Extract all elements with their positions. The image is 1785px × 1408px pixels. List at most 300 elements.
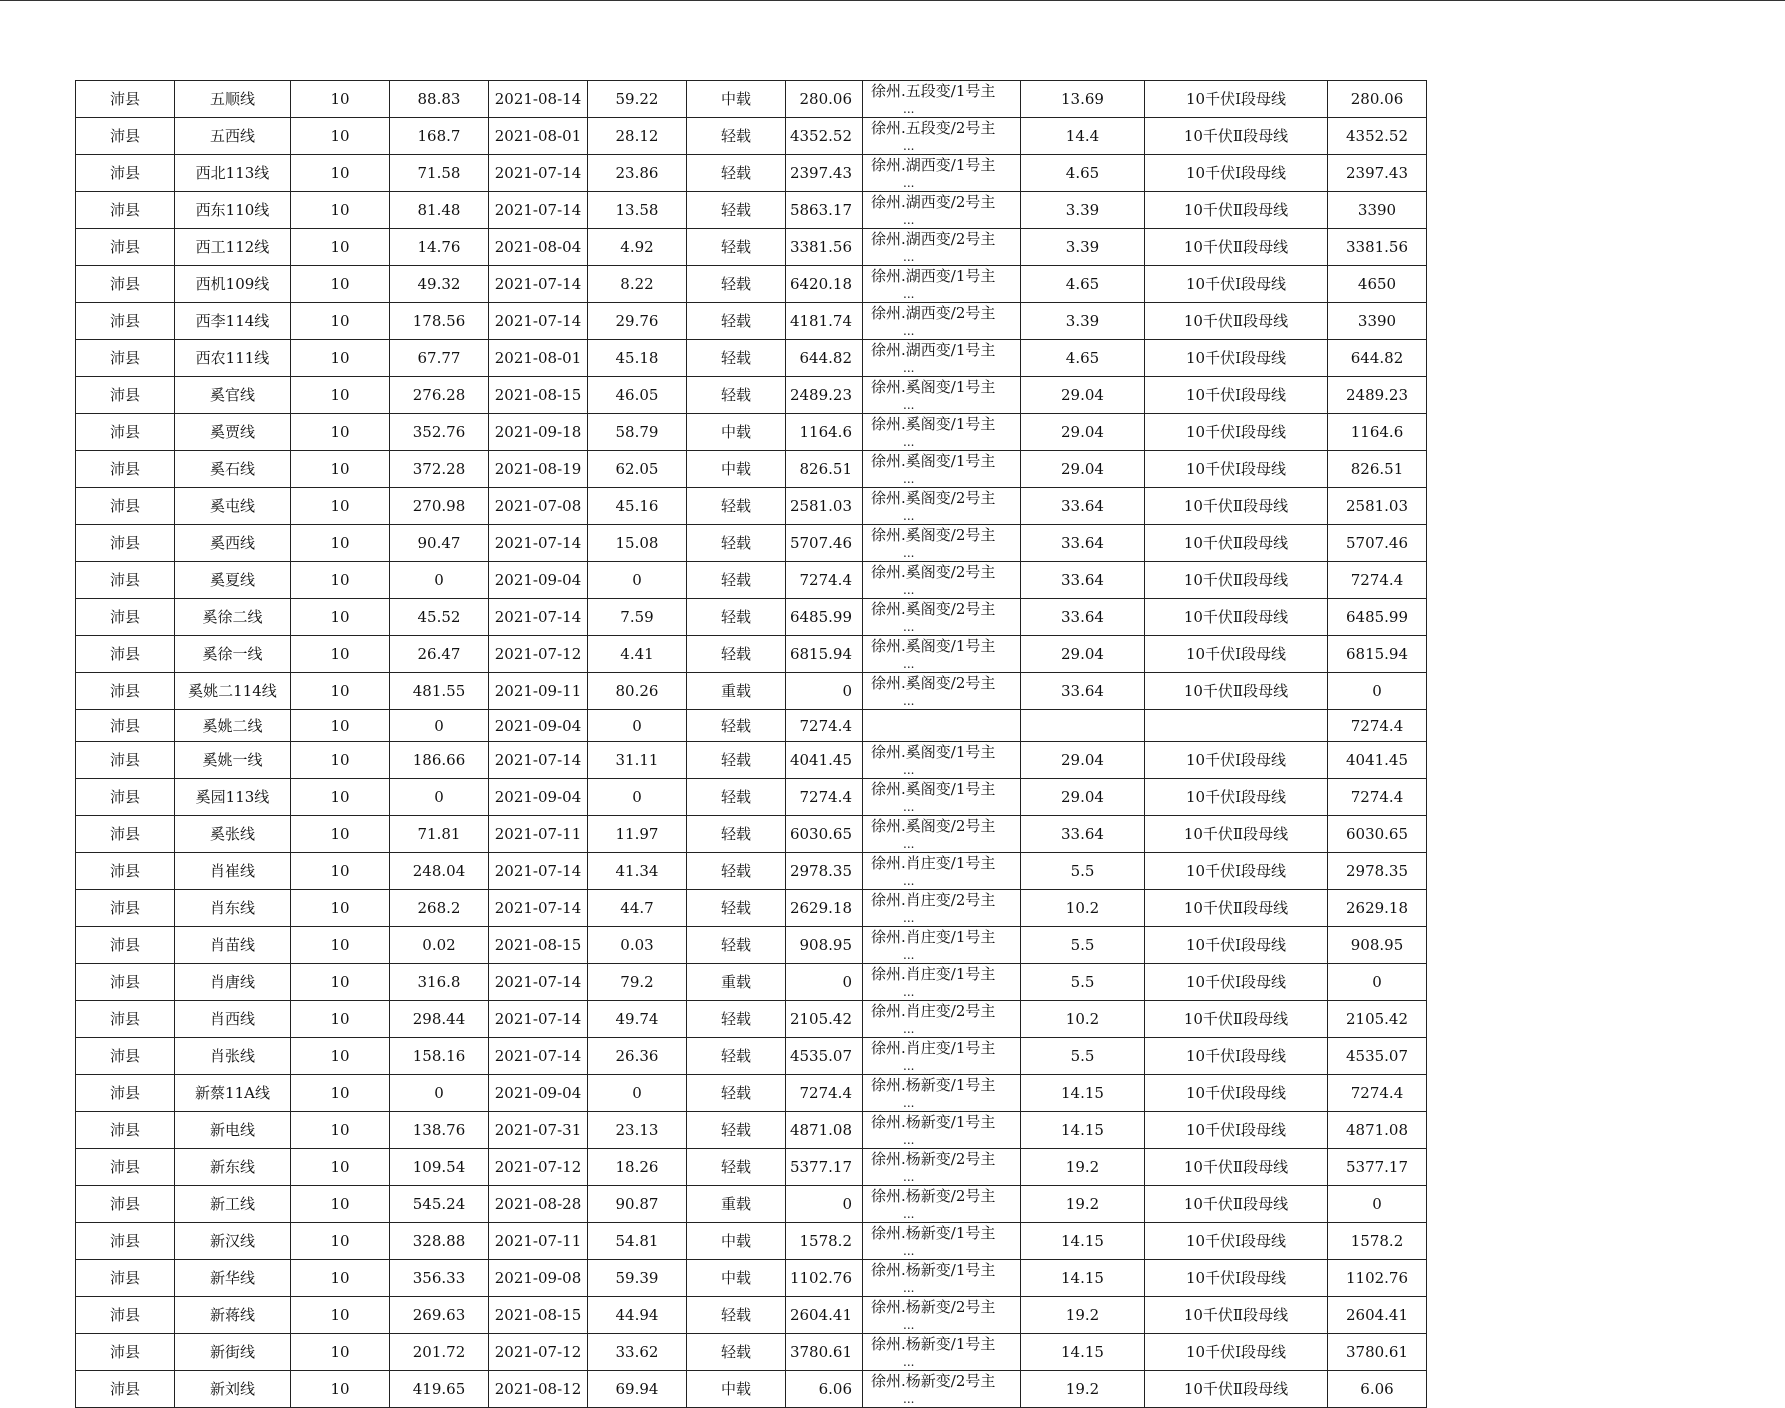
cell-county: 沛县	[76, 1371, 175, 1408]
truncation-marker: ...	[903, 287, 915, 301]
cell-date: 2021-09-18	[489, 414, 588, 451]
cell-text: 徐州.肖庄变/2号主	[871, 891, 996, 910]
cell-text: 徐州.奚阁变/1号主	[871, 452, 996, 470]
cell-line-name: 奚夏线	[175, 562, 291, 599]
cell-bus-section: 10千伏Ⅱ段母线	[1145, 890, 1328, 927]
cell-line-name: 奚石线	[175, 451, 291, 488]
cell-line-name: 奚徐一线	[175, 636, 291, 673]
cell-current-a: 316.8	[390, 964, 489, 1001]
cell-substation-transformer	[863, 1223, 1021, 1260]
cell-available-capacity: 4352.52	[786, 118, 863, 155]
cell-line-name: 肖张线	[175, 1038, 291, 1075]
cell-voltage-kv: 10	[291, 1334, 390, 1371]
cell-load-status: 轻载	[687, 303, 786, 340]
cell-text: 徐州.奚阁变/1号主	[871, 415, 996, 433]
cell-text: 徐州.杨新变/1号主	[871, 1261, 996, 1280]
truncation-marker: ...	[903, 472, 915, 486]
cell-transformer-load-rate: 4.65	[1021, 155, 1145, 192]
cell-county: 沛县	[76, 1223, 175, 1260]
table-row	[76, 599, 1427, 636]
cell-available-capacity-final: 6815.94	[1328, 636, 1427, 673]
cell-load-rate: 11.97	[588, 816, 687, 853]
truncation-marker: ...	[903, 694, 915, 708]
cell-line-name: 新电线	[175, 1112, 291, 1149]
cell-bus-section: 10千伏Ⅱ段母线	[1145, 1297, 1328, 1334]
cell-substation-transformer	[863, 1371, 1021, 1408]
cell-load-status: 轻载	[687, 1075, 786, 1112]
cell-available-capacity-final: 7274.4	[1328, 710, 1427, 742]
truncation-marker: ...	[903, 657, 915, 671]
cell-voltage-kv: 10	[291, 377, 390, 414]
cell-substation-transformer	[863, 1149, 1021, 1186]
cell-voltage-kv: 10	[291, 1112, 390, 1149]
cell-line-name: 奚姚一线	[175, 742, 291, 779]
cell-text: 徐州.杨新变/2号主	[871, 1150, 996, 1169]
cell-voltage-kv: 10	[291, 118, 390, 155]
cell-available-capacity: 644.82	[786, 340, 863, 377]
cell-load-rate: 28.12	[588, 118, 687, 155]
cell-county: 沛县	[76, 303, 175, 340]
cell-line-name: 西东110线	[175, 192, 291, 229]
truncation-marker: ...	[903, 213, 915, 227]
cell-bus-section: 10千伏Ⅱ段母线	[1145, 816, 1328, 853]
cell-transformer-load-rate: 5.5	[1021, 853, 1145, 890]
cell-line-name: 奚贾线	[175, 414, 291, 451]
truncation-marker: ...	[903, 911, 915, 926]
truncation-marker: ...	[903, 1392, 915, 1407]
cell-transformer-load-rate: 14.15	[1021, 1075, 1145, 1112]
truncation-marker: ...	[903, 1096, 915, 1111]
cell-available-capacity: 2397.43	[786, 155, 863, 192]
table-row	[76, 636, 1427, 673]
cell-text: 徐州.杨新变/1号主	[871, 1335, 996, 1354]
cell-date: 2021-09-04	[489, 562, 588, 599]
cell-line-name: 奚官线	[175, 377, 291, 414]
table-row	[76, 890, 1427, 927]
cell-substation-transformer	[863, 673, 1021, 710]
cell-county: 沛县	[76, 927, 175, 964]
cell-line-name: 奚徐二线	[175, 599, 291, 636]
cell-available-capacity-final: 6.06	[1328, 1371, 1427, 1408]
cell-line-name: 奚西线	[175, 525, 291, 562]
cell-transformer-load-rate: 29.04	[1021, 779, 1145, 816]
cell-substation-transformer	[863, 816, 1021, 853]
cell-load-rate: 31.11	[588, 742, 687, 779]
cell-transformer-load-rate: 29.04	[1021, 377, 1145, 414]
cell-available-capacity-final: 4352.52	[1328, 118, 1427, 155]
table-row	[76, 525, 1427, 562]
cell-county: 沛县	[76, 964, 175, 1001]
cell-transformer-load-rate: 33.64	[1021, 488, 1145, 525]
cell-substation-transformer	[863, 927, 1021, 964]
cell-county: 沛县	[76, 1149, 175, 1186]
cell-bus-section: 10千伏Ⅰ段母线	[1145, 1260, 1328, 1297]
cell-date: 2021-07-11	[489, 816, 588, 853]
table-row	[76, 340, 1427, 377]
table-row	[76, 155, 1427, 192]
cell-load-rate: 49.74	[588, 1001, 687, 1038]
cell-county: 沛县	[76, 81, 175, 118]
cell-transformer-load-rate: 10.2	[1021, 1001, 1145, 1038]
cell-date: 2021-09-08	[489, 1260, 588, 1297]
table-row	[76, 1186, 1427, 1223]
cell-load-rate: 59.39	[588, 1260, 687, 1297]
cell-substation-transformer	[863, 192, 1021, 229]
cell-transformer-load-rate: 3.39	[1021, 303, 1145, 340]
cell-current-a: 71.58	[390, 155, 489, 192]
cell-substation-transformer	[863, 525, 1021, 562]
table-row	[76, 1223, 1427, 1260]
cell-transformer-load-rate: 19.2	[1021, 1371, 1145, 1408]
cell-county: 沛县	[76, 377, 175, 414]
cell-transformer-load-rate: 29.04	[1021, 742, 1145, 779]
cell-available-capacity-final: 0	[1328, 964, 1427, 1001]
cell-current-a: 481.55	[390, 673, 489, 710]
cell-voltage-kv: 10	[291, 303, 390, 340]
cell-voltage-kv: 10	[291, 562, 390, 599]
cell-date: 2021-08-15	[489, 1297, 588, 1334]
cell-date: 2021-07-11	[489, 1223, 588, 1260]
table-row	[76, 964, 1427, 1001]
cell-transformer-load-rate: 29.04	[1021, 451, 1145, 488]
cell-voltage-kv: 10	[291, 1001, 390, 1038]
cell-current-a: 0	[390, 562, 489, 599]
cell-load-status: 轻载	[687, 340, 786, 377]
cell-current-a: 71.81	[390, 816, 489, 853]
cell-load-status: 轻载	[687, 1149, 786, 1186]
cell-county: 沛县	[76, 340, 175, 377]
cell-text: 徐州.湖西变/1号主	[871, 341, 996, 359]
cell-date: 2021-08-01	[489, 118, 588, 155]
cell-voltage-kv: 10	[291, 192, 390, 229]
cell-line-name: 新东线	[175, 1149, 291, 1186]
cell-date: 2021-09-04	[489, 1075, 588, 1112]
cell-available-capacity-final: 5707.46	[1328, 525, 1427, 562]
cell-current-a: 270.98	[390, 488, 489, 525]
cell-available-capacity: 4871.08	[786, 1112, 863, 1149]
cell-available-capacity-final: 826.51	[1328, 451, 1427, 488]
cell-transformer-load-rate: 10.2	[1021, 890, 1145, 927]
cell-available-capacity: 0	[786, 964, 863, 1001]
cell-line-name: 西机109线	[175, 266, 291, 303]
cell-substation-transformer	[863, 414, 1021, 451]
cell-county: 沛县	[76, 742, 175, 779]
cell-bus-section: 10千伏Ⅰ段母线	[1145, 1112, 1328, 1149]
cell-transformer-load-rate: 33.64	[1021, 599, 1145, 636]
cell-bus-section: 10千伏Ⅱ段母线	[1145, 303, 1328, 340]
cell-load-status: 中载	[687, 81, 786, 118]
cell-county: 沛县	[76, 1075, 175, 1112]
cell-load-status: 中载	[687, 451, 786, 488]
cell-text: 徐州.奚阁变/2号主	[871, 489, 996, 507]
cell-load-status: 轻载	[687, 192, 786, 229]
cell-text: 徐州.肖庄变/2号主	[871, 1002, 996, 1021]
cell-date: 2021-07-14	[489, 192, 588, 229]
cell-substation-transformer	[863, 636, 1021, 673]
cell-load-status: 轻载	[687, 1001, 786, 1038]
table-row	[76, 414, 1427, 451]
truncation-marker: ...	[903, 139, 915, 153]
cell-line-name: 五西线	[175, 118, 291, 155]
cell-voltage-kv: 10	[291, 927, 390, 964]
cell-line-name: 奚姚二114线	[175, 673, 291, 710]
cell-voltage-kv: 10	[291, 155, 390, 192]
cell-line-name: 西李114线	[175, 303, 291, 340]
cell-load-rate: 13.58	[588, 192, 687, 229]
cell-bus-section: 10千伏Ⅱ段母线	[1145, 1371, 1328, 1408]
cell-available-capacity: 2629.18	[786, 890, 863, 927]
cell-available-capacity: 6815.94	[786, 636, 863, 673]
cell-date: 2021-09-04	[489, 710, 588, 742]
table-row	[76, 1334, 1427, 1371]
truncation-marker: ...	[903, 837, 915, 852]
cell-load-rate: 90.87	[588, 1186, 687, 1223]
cell-transformer-load-rate: 3.39	[1021, 229, 1145, 266]
cell-substation-transformer	[863, 303, 1021, 340]
cell-county: 沛县	[76, 673, 175, 710]
table-row	[76, 1371, 1427, 1408]
cell-voltage-kv: 10	[291, 1371, 390, 1408]
cell-date: 2021-08-01	[489, 340, 588, 377]
cell-current-a: 419.65	[390, 1371, 489, 1408]
cell-substation-transformer	[863, 1260, 1021, 1297]
cell-date: 2021-09-11	[489, 673, 588, 710]
cell-available-capacity: 7274.4	[786, 562, 863, 599]
cell-load-status: 轻载	[687, 927, 786, 964]
table-row	[76, 1038, 1427, 1075]
cell-current-a: 0.02	[390, 927, 489, 964]
cell-date: 2021-08-28	[489, 1186, 588, 1223]
cell-transformer-load-rate: 4.65	[1021, 340, 1145, 377]
feeder-load-table	[75, 80, 1427, 1408]
table-row	[76, 81, 1427, 118]
cell-load-rate: 8.22	[588, 266, 687, 303]
cell-substation-transformer	[863, 779, 1021, 816]
cell-date: 2021-08-15	[489, 377, 588, 414]
cell-county: 沛县	[76, 1334, 175, 1371]
table-row	[76, 742, 1427, 779]
cell-county: 沛县	[76, 636, 175, 673]
cell-load-status: 轻载	[687, 742, 786, 779]
cell-date: 2021-07-14	[489, 303, 588, 340]
cell-text: 徐州.湖西变/2号主	[871, 230, 996, 248]
cell-voltage-kv: 10	[291, 779, 390, 816]
cell-county: 沛县	[76, 562, 175, 599]
cell-date: 2021-07-14	[489, 742, 588, 779]
cell-bus-section: 10千伏Ⅱ段母线	[1145, 1001, 1328, 1038]
truncation-marker: ...	[903, 1059, 915, 1074]
cell-county: 沛县	[76, 118, 175, 155]
cell-transformer-load-rate: 29.04	[1021, 636, 1145, 673]
cell-load-status: 中载	[687, 1223, 786, 1260]
cell-load-status: 轻载	[687, 229, 786, 266]
cell-voltage-kv: 10	[291, 853, 390, 890]
table-row	[76, 488, 1427, 525]
cell-substation-transformer	[863, 488, 1021, 525]
truncation-marker: ...	[903, 800, 915, 815]
cell-current-a: 545.24	[390, 1186, 489, 1223]
cell-voltage-kv: 10	[291, 1075, 390, 1112]
truncation-marker: ...	[903, 1355, 915, 1370]
cell-current-a: 298.44	[390, 1001, 489, 1038]
cell-transformer-load-rate: 5.5	[1021, 1038, 1145, 1075]
cell-line-name: 新街线	[175, 1334, 291, 1371]
cell-load-rate: 45.16	[588, 488, 687, 525]
cell-available-capacity-final: 280.06	[1328, 81, 1427, 118]
cell-text: 徐州.奚阁变/2号主	[871, 526, 996, 544]
cell-text: 徐州.奚阁变/1号主	[871, 378, 996, 396]
cell-load-status: 轻载	[687, 1038, 786, 1075]
cell-transformer-load-rate: 33.64	[1021, 816, 1145, 853]
cell-load-rate: 69.94	[588, 1371, 687, 1408]
cell-transformer-load-rate: 19.2	[1021, 1297, 1145, 1334]
cell-bus-section: 10千伏Ⅰ段母线	[1145, 155, 1328, 192]
truncation-marker: ...	[903, 1207, 915, 1222]
cell-substation-transformer	[863, 118, 1021, 155]
table-row	[76, 266, 1427, 303]
cell-substation-transformer	[863, 155, 1021, 192]
cell-current-a: 49.32	[390, 266, 489, 303]
cell-available-capacity: 7274.4	[786, 1075, 863, 1112]
cell-line-name: 奚屯线	[175, 488, 291, 525]
cell-available-capacity: 6030.65	[786, 816, 863, 853]
truncation-marker: ...	[903, 583, 915, 597]
cell-current-a: 158.16	[390, 1038, 489, 1075]
truncation-marker: ...	[903, 361, 915, 375]
cell-load-status: 轻载	[687, 266, 786, 303]
cell-line-name: 肖崔线	[175, 853, 291, 890]
cell-substation-transformer	[863, 81, 1021, 118]
cell-transformer-load-rate: 14.4	[1021, 118, 1145, 155]
cell-load-rate: 4.41	[588, 636, 687, 673]
cell-voltage-kv: 10	[291, 81, 390, 118]
cell-current-a: 0	[390, 1075, 489, 1112]
cell-current-a: 67.77	[390, 340, 489, 377]
cell-transformer-load-rate: 19.2	[1021, 1186, 1145, 1223]
cell-load-status: 轻载	[687, 488, 786, 525]
cell-text: 徐州.杨新变/2号主	[871, 1372, 996, 1391]
cell-substation-transformer	[863, 964, 1021, 1001]
cell-current-a: 138.76	[390, 1112, 489, 1149]
cell-current-a: 168.7	[390, 118, 489, 155]
cell-substation-transformer	[863, 1112, 1021, 1149]
cell-line-name: 肖东线	[175, 890, 291, 927]
cell-county: 沛县	[76, 1297, 175, 1334]
truncation-marker: ...	[903, 985, 915, 1000]
cell-date: 2021-07-12	[489, 1149, 588, 1186]
cell-line-name: 西北113线	[175, 155, 291, 192]
cell-voltage-kv: 10	[291, 816, 390, 853]
table-row	[76, 451, 1427, 488]
cell-text: 徐州.奚阁变/2号主	[871, 817, 996, 836]
cell-bus-section: 10千伏Ⅰ段母线	[1145, 636, 1328, 673]
cell-bus-section: 10千伏Ⅱ段母线	[1145, 1186, 1328, 1223]
cell-load-status: 轻载	[687, 636, 786, 673]
cell-available-capacity: 6420.18	[786, 266, 863, 303]
cell-voltage-kv: 10	[291, 1038, 390, 1075]
cell-current-a: 328.88	[390, 1223, 489, 1260]
cell-voltage-kv: 10	[291, 266, 390, 303]
cell-available-capacity-final: 6485.99	[1328, 599, 1427, 636]
truncation-marker: ...	[903, 324, 915, 338]
cell-bus-section: 10千伏Ⅱ段母线	[1145, 599, 1328, 636]
table-row	[76, 118, 1427, 155]
table-row	[76, 1149, 1427, 1186]
cell-load-rate: 0	[588, 1075, 687, 1112]
cell-date: 2021-08-14	[489, 81, 588, 118]
cell-load-status: 轻载	[687, 816, 786, 853]
cell-text: 徐州.杨新变/1号主	[871, 1113, 996, 1132]
cell-date: 2021-09-04	[489, 779, 588, 816]
cell-bus-section: 10千伏Ⅱ段母线	[1145, 1149, 1328, 1186]
cell-text: 徐州.奚阁变/1号主	[871, 637, 996, 655]
truncation-marker: ...	[903, 1133, 915, 1148]
cell-load-rate: 54.81	[588, 1223, 687, 1260]
cell-available-capacity-final: 2978.35	[1328, 853, 1427, 890]
cell-load-status: 轻载	[687, 1297, 786, 1334]
cell-available-capacity: 5863.17	[786, 192, 863, 229]
cell-load-status: 轻载	[687, 377, 786, 414]
cell-substation-transformer	[863, 890, 1021, 927]
cell-text: 徐州.肖庄变/1号主	[871, 1039, 996, 1058]
cell-line-name: 肖苗线	[175, 927, 291, 964]
cell-available-capacity: 7274.4	[786, 710, 863, 742]
cell-available-capacity-final: 7274.4	[1328, 779, 1427, 816]
cell-load-status: 轻载	[687, 890, 786, 927]
truncation-marker: ...	[903, 1318, 915, 1333]
cell-line-name: 奚园113线	[175, 779, 291, 816]
cell-text: 徐州.奚阁变/2号主	[871, 600, 996, 618]
cell-current-a: 352.76	[390, 414, 489, 451]
cell-county: 沛县	[76, 525, 175, 562]
cell-county: 沛县	[76, 229, 175, 266]
cell-substation-transformer	[863, 1297, 1021, 1334]
cell-substation-transformer	[863, 1075, 1021, 1112]
cell-voltage-kv: 10	[291, 340, 390, 377]
cell-county: 沛县	[76, 488, 175, 525]
cell-date: 2021-07-12	[489, 636, 588, 673]
cell-available-capacity: 7274.4	[786, 779, 863, 816]
cell-date: 2021-07-14	[489, 525, 588, 562]
cell-current-a: 109.54	[390, 1149, 489, 1186]
cell-county: 沛县	[76, 1260, 175, 1297]
cell-substation-transformer	[863, 377, 1021, 414]
cell-substation-transformer	[863, 1334, 1021, 1371]
cell-text: 徐州.奚阁变/1号主	[871, 780, 996, 799]
cell-load-rate: 41.34	[588, 853, 687, 890]
cell-load-status: 重载	[687, 1186, 786, 1223]
cell-load-status: 轻载	[687, 155, 786, 192]
table-row	[76, 229, 1427, 266]
cell-transformer-load-rate: 33.64	[1021, 673, 1145, 710]
cell-date: 2021-08-04	[489, 229, 588, 266]
cell-bus-section: 10千伏Ⅰ段母线	[1145, 853, 1328, 890]
cell-substation-transformer	[863, 742, 1021, 779]
cell-available-capacity: 5377.17	[786, 1149, 863, 1186]
cell-load-status: 轻载	[687, 1112, 786, 1149]
cell-load-status: 轻载	[687, 779, 786, 816]
cell-county: 沛县	[76, 414, 175, 451]
table-body	[76, 81, 1427, 1408]
cell-available-capacity-final: 2604.41	[1328, 1297, 1427, 1334]
page-top-border	[0, 0, 1785, 1]
cell-transformer-load-rate: 33.64	[1021, 525, 1145, 562]
cell-text: 徐州.肖庄变/1号主	[871, 854, 996, 873]
cell-voltage-kv: 10	[291, 742, 390, 779]
cell-substation-transformer	[863, 1038, 1021, 1075]
cell-load-rate: 23.86	[588, 155, 687, 192]
cell-text: 徐州.肖庄变/1号主	[871, 965, 996, 984]
